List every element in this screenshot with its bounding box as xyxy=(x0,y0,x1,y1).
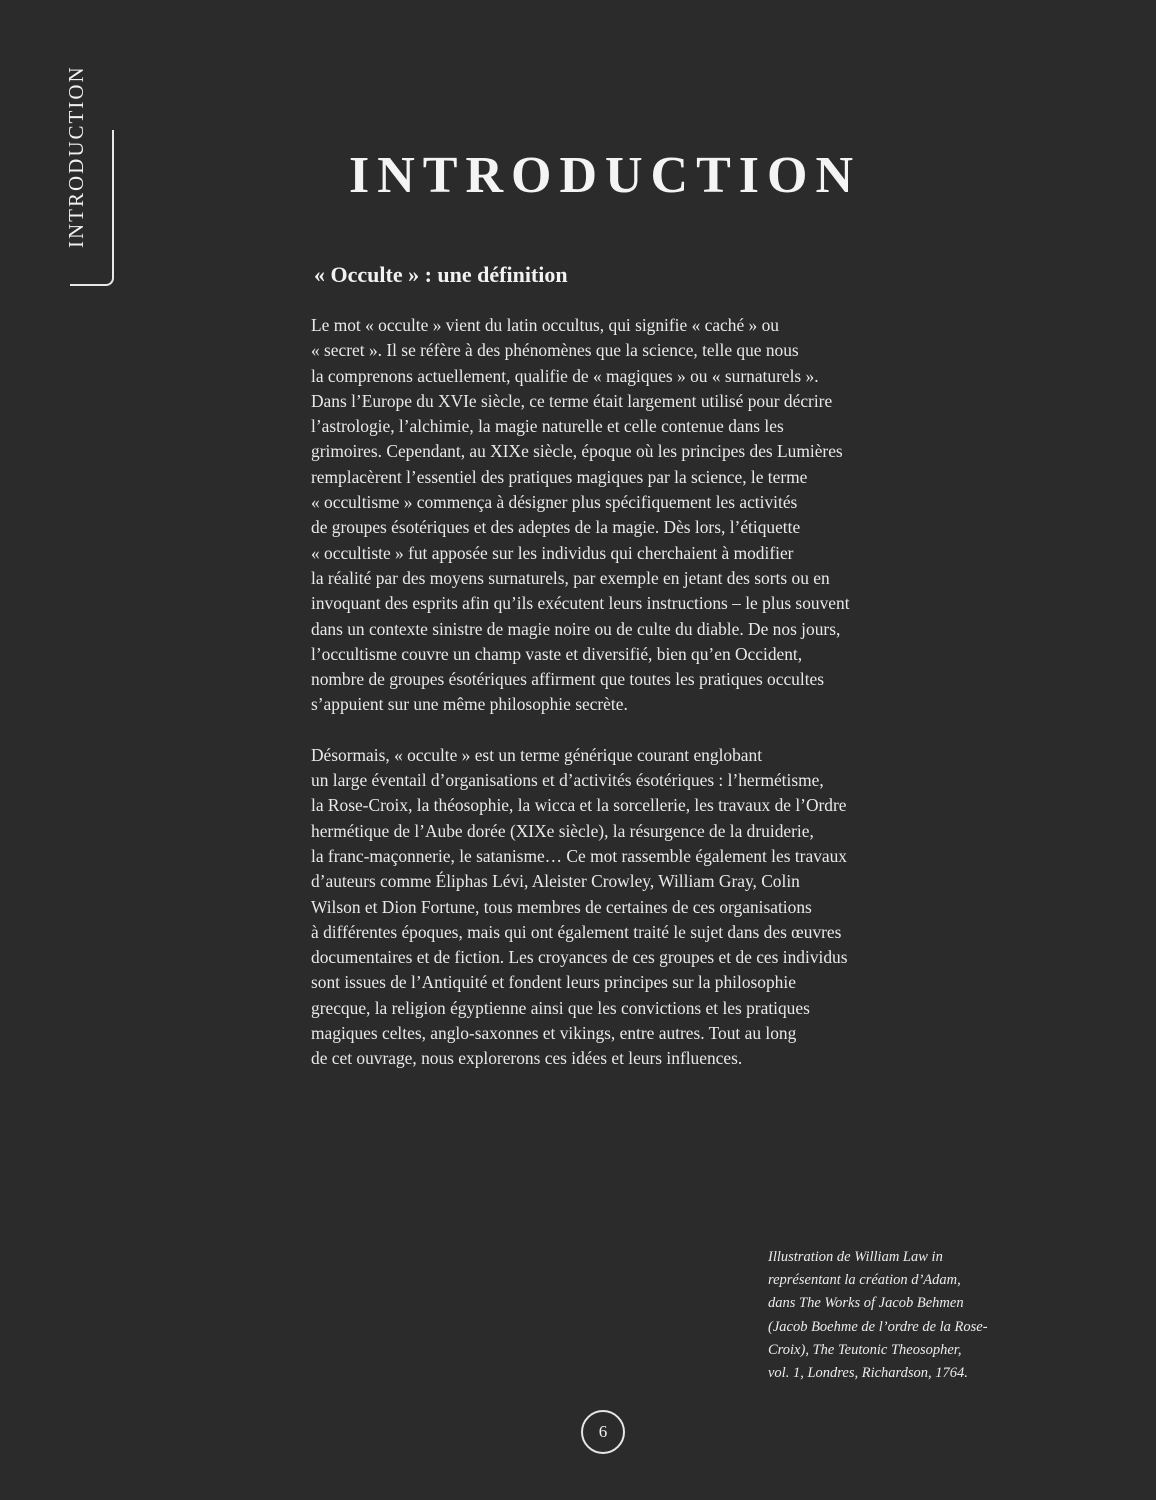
side-tab-label: INTRODUCTION xyxy=(64,65,88,248)
side-tab-bracket xyxy=(70,130,114,286)
illustration-caption: Illustration de William Law in représentant la création d’Adam, dans The Works of Jacob Behmen (Jacob Boehme de l’ordre de la Rose- Croix), The Teutonic Theosopher, vol. 1, Londres, Richardson, 1764. xyxy=(768,1249,988,1382)
page-number-label: 6 xyxy=(598,1422,608,1441)
section-heading: « Occulte » : une définition xyxy=(314,262,568,287)
paragraph-2: Désormais, « occulte » est un terme générique courant englobant un large éventail d’organisations et d’activités ésotériques : l’hermétisme, la Rose-Croix, la théosophie, la wicca et la sorcellerie, les travaux de l’Ordre hermétique de l’Aube dorée (XIXe siècle), la résurgence de la druiderie, la franc-maçonnerie, le satanisme… Ce mot rassemble également les travaux d’auteurs comme Éliphas Lévi, Aleister Crowley, William Gray, Colin Wilson et Dion Fortune, tous membres de certaines de ces organisations à différentes époques, mais qui ont également traité le sujet dans des œuvres documentaires et de fiction. Les croyances de ces groupes et de ces individus sont issues de l’Antiquité et fondent leurs principes sur la philosophie grecque, la religion égyptienne ainsi que les convictions et les pratiques magiques celtes, anglo-saxonnes et vikings, entre autres. Tout au long de cet ouvrage, nous explorerons ces idées et leurs influences. xyxy=(311,744,848,1069)
page-title: INTRODUCTION xyxy=(348,147,862,204)
body-text xyxy=(311,313,911,1097)
page-number xyxy=(581,1410,625,1454)
paragraph-1: Le mot « occulte » vient du latin occultus, qui signifie « caché » ou « secret ». Il se réfère à des phénomènes que la science, telle que nous la comprenons actuellement, qualifie de « magiques » ou « surnaturels ». Dans l’Europe du XVIe siècle, ce terme était largement utilisé pour décrire l’astrologie, l’alchimie, la magie naturelle et celle contenue dans les grimoires. Cependant, au XIXe siècle, époque où les principes des Lumières remplacèrent l’essentiel des pratiques magiques par la science, le terme « occultisme » commença à désigner plus spécifiquement les activités de groupes ésotériques et des adeptes de la magie. Dès lors, l’étiquette « occultiste » fut apposée sur les individus qui cherchaient à modifier la réalité par des moyens surnaturels, par exemple en jetant des sorts ou en invoquant des esprits afin qu’ils exécutent leurs instructions – le plus souvent dans un contexte sinistre de magie noire ou de culte du diable. De nos jours, l’occultisme couvre un champ vaste et diversifié, bien qu’en Occident, nombre de groupes ésotériques affirment que toutes les pratiques occultes s’appuient sur une même philosophie secrète. xyxy=(311,315,850,715)
